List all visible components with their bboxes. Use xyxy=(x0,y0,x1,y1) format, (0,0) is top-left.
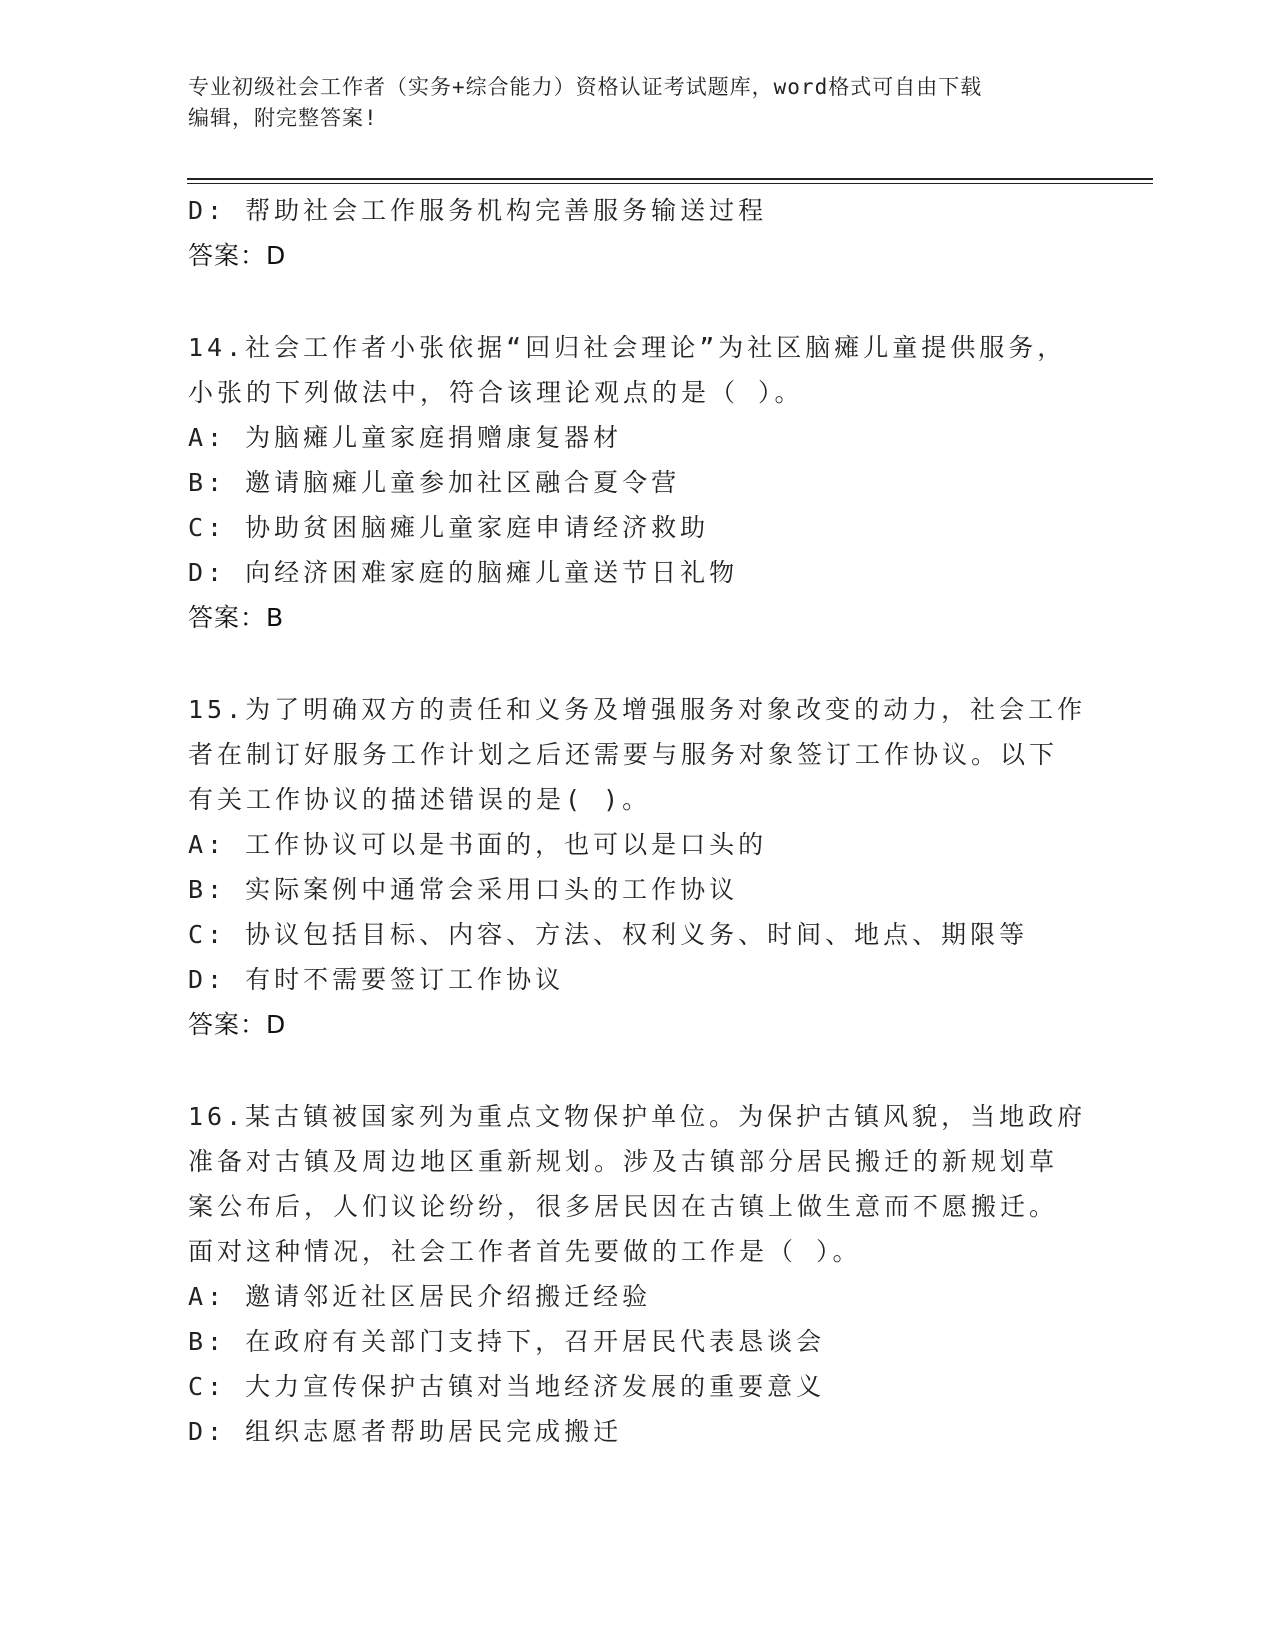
q14-answer: 答案：B xyxy=(188,603,285,632)
question-14 xyxy=(188,325,1088,640)
q14-option-b: B: 邀请脑瘫儿童参加社区融合夏令营 xyxy=(188,468,681,497)
q15-stem-line-1: 15.为了明确双方的责任和义务及增强服务对象改变的动力，社会工作 xyxy=(188,695,1087,724)
q16-option-d: D: 组织志愿者帮助居民完成搬迁 xyxy=(188,1417,623,1446)
spacer xyxy=(188,278,1088,325)
q16-option-a: A: 邀请邻近社区居民介绍搬迁经验 xyxy=(188,1282,652,1311)
q16-option-b: B: 在政府有关部门支持下，召开居民代表恳谈会 xyxy=(188,1327,826,1356)
spacer xyxy=(188,1047,1088,1094)
header-line-2: 编辑，附完整答案! xyxy=(188,106,378,130)
q16-stem-line-1: 16.某古镇被国家列为重点文物保护单位。为保护古镇风貌，当地政府 xyxy=(188,1102,1087,1131)
q15-stem-line-3: 有关工作协议的描述错误的是( )。 xyxy=(188,785,652,814)
question-13-tail xyxy=(188,188,1088,278)
spacer xyxy=(188,640,1088,687)
q16-stem-line-4: 面对这种情况，社会工作者首先要做的工作是（ ）。 xyxy=(188,1237,862,1266)
q13-option-d: D: 帮助社会工作服务机构完善服务输送过程 xyxy=(188,196,768,225)
question-list xyxy=(188,188,1088,1454)
question-15 xyxy=(188,687,1088,1047)
q16-stem-line-2: 准备对古镇及周边地区重新规划。涉及古镇部分居民搬迁的新规划草 xyxy=(188,1147,1059,1176)
question-16 xyxy=(188,1094,1088,1454)
q13-answer: 答案：D xyxy=(188,241,287,270)
q16-option-c: C: 大力宣传保护古镇对当地经济发展的重要意义 xyxy=(188,1372,826,1401)
header-line-1: 专业初级社会工作者（实务+综合能力）资格认证考试题库，word格式可自由下载 xyxy=(188,75,983,99)
q14-option-d: D: 向经济困难家庭的脑瘫儿童送节日礼物 xyxy=(188,558,739,587)
header-divider-thick xyxy=(187,178,1153,180)
page-header xyxy=(188,72,1088,134)
q14-stem-line-2: 小张的下列做法中，符合该理论观点的是（ ）。 xyxy=(188,378,804,407)
q15-option-c: C: 协议包括目标、内容、方法、权利义务、时间、地点、期限等 xyxy=(188,920,1029,949)
q15-option-b: B: 实际案例中通常会采用口头的工作协议 xyxy=(188,875,739,904)
q15-answer: 答案：D xyxy=(188,1010,287,1039)
q14-option-c: C: 协助贫困脑瘫儿童家庭申请经济救助 xyxy=(188,513,710,542)
q14-stem-line-1: 14.社会工作者小张依据“回归社会理论”为社区脑瘫儿童提供服务， xyxy=(188,333,1067,362)
header-divider-thin xyxy=(187,183,1153,184)
q14-option-a: A: 为脑瘫儿童家庭捐赠康复器材 xyxy=(188,423,623,452)
q15-option-d: D: 有时不需要签订工作协议 xyxy=(188,965,565,994)
q16-stem-line-3: 案公布后，人们议论纷纷，很多居民因在古镇上做生意而不愿搬迁。 xyxy=(188,1192,1059,1221)
q15-stem-line-2: 者在制订好服务工作计划之后还需要与服务对象签订工作协议。以下 xyxy=(188,740,1059,769)
q15-option-a: A: 工作协议可以是书面的，也可以是口头的 xyxy=(188,830,768,859)
